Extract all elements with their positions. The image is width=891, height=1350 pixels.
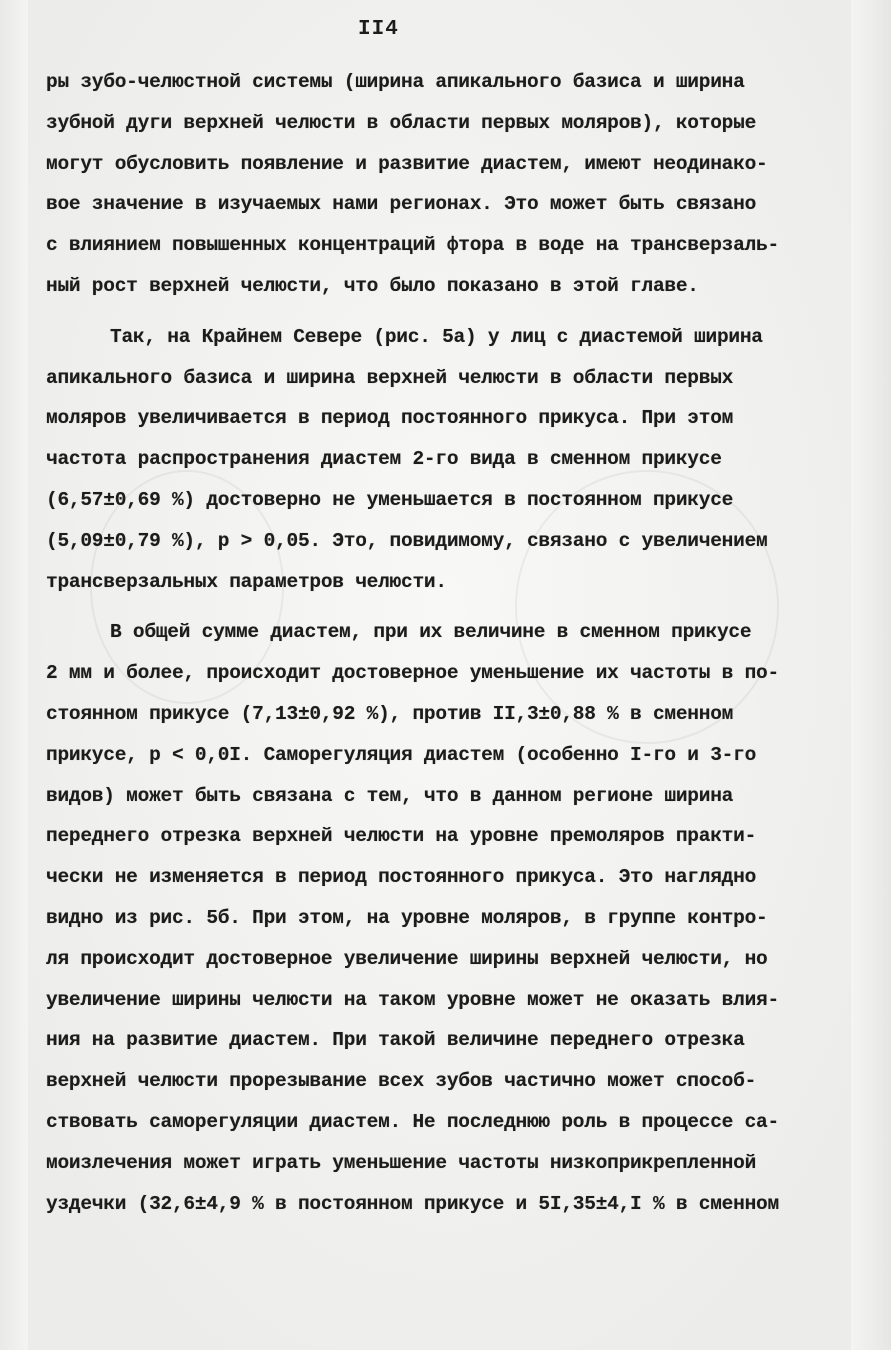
text-line: с влиянием повышенных концентраций фтора в воде на трансверзаль- [46,234,779,257]
text-line: ствовать саморегуляции диастем. Не последнюю роль в процессе са- [46,1110,779,1133]
text-line: переднего отрезка верхней челюсти на уровне премоляров практи- [46,825,757,848]
text-line: стоянном прикусе (7,13±0,92 %), против II,3±0,88 % в сменном [46,702,734,725]
text-line: могут обусловить появление и развитие диастем, имеют неодинако- [46,152,768,175]
text-line: (6,57±0,69 %) достоверно не уменьшается в постоянном прикусе [46,488,734,511]
text-line: вое значение в изучаемых нами регионах. Это может быть связано [46,193,757,216]
text-line: частота распространения диастем 2-го вида в сменном прикусе [46,448,722,471]
text-line: (5,09±0,79 %), р > 0,05. Это, повидимому, связано с увеличением [46,529,768,552]
text-line: уздечки (32,6±4,9 % в постоянном прикусе и 5I,35±4,I % в сменном [46,1192,779,1215]
text-line: зубной дуги верхней челюсти в области первых моляров), которые [46,111,757,134]
text-line: ный рост верхней челюсти, что было показано в этой главе. [46,274,699,297]
text-line: моизлечения может играть уменьшение частоты низкоприкрепленной [46,1151,757,1174]
text-line: 2 мм и более, происходит достоверное уменьшение их частоты в по- [46,662,779,685]
text-line: ния на развитие диастем. При такой величине переднего отрезка [46,1029,745,1052]
text-line: видно из рис. 5б. При этом, на уровне моляров, в группе контро- [46,906,768,929]
scan-edge-left [0,0,28,1350]
text-line: ры зубо-челюстной системы (ширина апикального базиса и ширина [46,71,745,93]
text-line: апикального базиса и ширина верхней челюсти в области первых [46,366,734,389]
text-line-indented: В общей сумме диастем, при их величине в сменном прикусе [110,621,752,644]
text-line: прикусе, р < 0,0I. Саморегуляция диастем (особенно I-го и 3-го [46,743,757,766]
body-text [46,62,854,1224]
text-line: верхней челюсти прорезывание всех зубов частично может способ- [46,1070,757,1093]
text-line: увеличение ширины челюсти на таком уровне может не оказать влия- [46,988,779,1011]
text-line: трансверзальных параметров челюсти. [46,570,447,593]
text-line-indented: Так, на Крайнем Севере (рис. 5а) у лиц с диастемой ширина [110,325,763,348]
scan-edge-right [851,0,891,1350]
text-line: видов) может быть связана с тем, что в данном регионе ширина [46,784,734,807]
text-line: чески не изменяется в период постоянного прикуса. Это наглядно [46,866,757,889]
text-line: моляров увеличивается в период постоянного прикуса. При этом [46,407,734,430]
text-line: ля происходит достоверное увеличение ширины верхней челюсти, но [46,947,768,970]
page-number: II4 [358,18,399,41]
